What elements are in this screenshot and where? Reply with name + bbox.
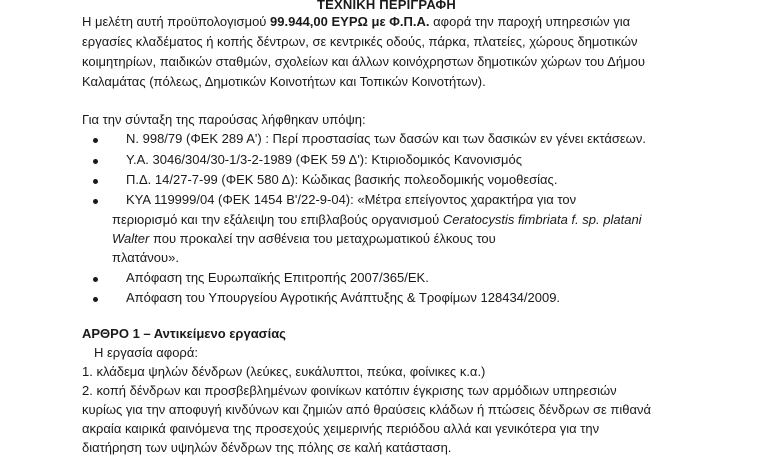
article-item-2-line-1: 2. κοπή δένδρων και προσβεβλημένων φοινίκων κατόπιν έγκρισης των αρμόδιων υπηρεσιών xyxy=(82,383,617,398)
intro-line-3: κοιμητηρίων, παιδικών σταθμών, σχολείων και άλλων κοινόχρηστων δημοτικών χώρων του Δήμου xyxy=(82,54,645,69)
intro-line-4: Καλαμάτας (πόλεως, Δημοτικών Κοινοτήτων και Τοπικών Κοινοτήτων). xyxy=(82,74,486,89)
bullet-item-4-line-2 xyxy=(112,212,642,228)
bullet-text: που προκαλεί την ασθένεια του μεταχρωματικού έλκους του xyxy=(149,231,496,246)
bullet-icon xyxy=(93,159,98,164)
species-name: Ceratocystis fimbriata f. sp. platani xyxy=(442,212,642,227)
bullet-item-2: Υ.Α. 3046/304/30-1/3-2-1989 (ΦΕΚ 59 Δ'): Κτιριοδομικός Κανονισμός xyxy=(126,152,523,167)
species-author: Walter xyxy=(112,231,150,246)
bullet-item-6: Απόφαση του Υπουργείου Αγροτικής Ανάπτυξης & Τροφίμων 128434/2009. xyxy=(126,290,561,305)
article-item-2-line-3: ακραία καιρικά φαινόμενα της προσεχούς χειμερινής περιόδου αλλά και γενικότερα για την xyxy=(82,421,600,436)
bullet-icon xyxy=(93,199,98,204)
article-item-2-line-2: κυρίως για την αποφυγή κινδύνων και ζημιών από θραύσεις κλάδων ή πτώσεις δένδρων σε πιθανά xyxy=(82,402,651,417)
article-item-2-line-4: διατήρηση των υψηλών δένδρων της πόλης σε καλή κατάσταση. xyxy=(82,440,452,455)
bullet-icon xyxy=(93,277,98,282)
bullet-icon xyxy=(93,179,98,184)
intro-text: Η μελέτη αυτή προϋπολογισμού xyxy=(82,14,271,29)
bullet-icon xyxy=(93,297,98,302)
bullet-icon xyxy=(93,138,98,143)
intro-line-2: εργασίες κλαδέματος ή κοπής δέντρων, σε κεντρικές οδούς, πάρκα, πλατείες, χώρους δημοτικών xyxy=(82,34,638,49)
article-heading: ΑΡΘΡΟ 1 – Αντικείμενο εργασίας xyxy=(82,326,286,341)
bullet-item-3: Π.Δ. 14/27-7-99 (ΦΕΚ 580 Δ): Κώδικας βασικής πολεοδομικής νομοθεσίας. xyxy=(126,172,558,187)
bullet-text: περιορισμό και την εξάλειψη του επιβλαβούς οργανισμού xyxy=(112,212,443,227)
bullet-item-4-line-4: πλατάνου». xyxy=(112,250,179,265)
bullet-item-4-line-3 xyxy=(112,231,496,247)
considered-heading: Για την σύνταξη της παρούσας λήφθηκαν υπόψη: xyxy=(82,112,366,127)
bullet-item-5: Απόφαση της Ευρωπαϊκής Επιτροπής 2007/365/ΕΚ. xyxy=(126,270,429,285)
bullet-item-4-line-1: ΚΥΑ 119999/04 (ΦΕΚ 1454 Β'/22-9-04): «Μέτρα επείγοντος χαρακτήρα για τον xyxy=(126,192,577,207)
intro-text: αφορά την παροχή υπηρεσιών για xyxy=(429,14,631,29)
document-title: ΤΕΧΝΙΚΗ ΠΕΡΙΓΡΑΦΗ xyxy=(316,0,457,12)
bullet-item-1: Ν. 998/79 (ΦΕΚ 289 Α') : Περί προστασίας των δασών και των δασικών εν γένει εκτάσεων. xyxy=(126,131,646,146)
article-item-1: 1. κλάδεμα ψηλών δένδρων (λεύκες, ευκάλυπτοι, πεύκα, φοίνικες κ.α.) xyxy=(82,364,486,379)
budget-amount: 99.944,00 ΕΥΡΩ με Φ.Π.Α. xyxy=(270,14,430,29)
intro-line-1 xyxy=(82,14,630,30)
article-concerns: Η εργασία αφορά: xyxy=(94,345,198,360)
